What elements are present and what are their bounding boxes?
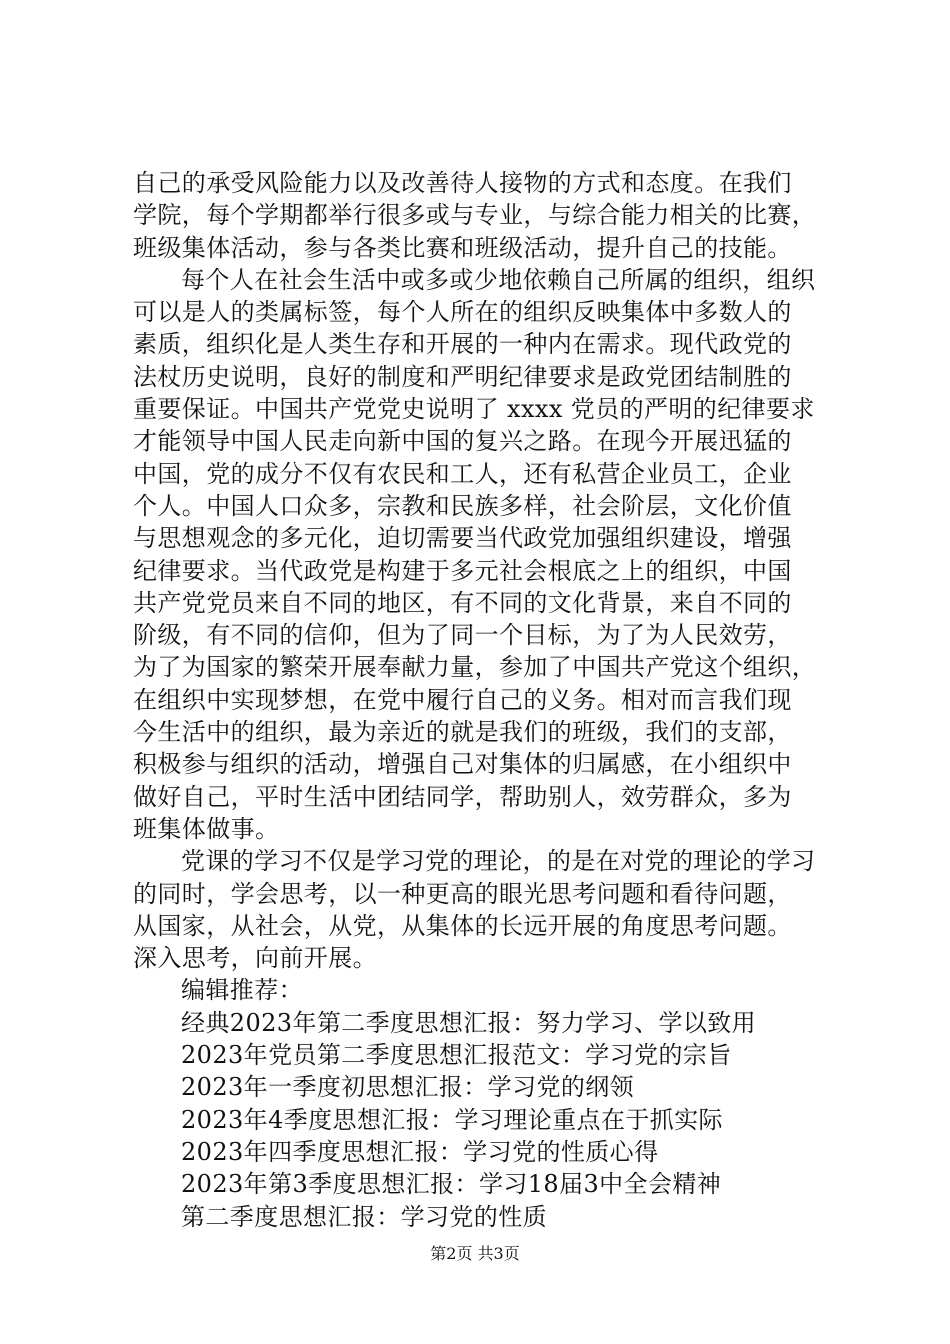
text-line: 今生活中的组织，最为亲近的就是我们的班级，我们的支部， (133, 718, 792, 747)
recommend-link[interactable]: 2023年一季度初思想汇报：学习党的纲领 (181, 1073, 635, 1102)
text-line: 自己的承受风险能力以及改善待人接物的方式和态度。在我们 (133, 169, 792, 197)
text-line: 从国家，从社会，从党，从集体的长远开展的角度思考问题。 (133, 911, 792, 940)
text-line: 纪律要求。当代政党是构建于多元社会根底之上的组织，中国 (133, 556, 792, 585)
text-line: 可以是人的类属标签，每个人所在的组织反映集体中多数人的 (133, 298, 792, 327)
document-body (133, 167, 833, 1233)
text-line: 学院，每个学期都举行很多或与专业，与综合能力相关的比赛， (133, 201, 817, 230)
text-line: 每个人在社会生活中或多或少地依赖自己所属的组织，组织 (181, 265, 816, 294)
text-line: 重要保证。中国共产党党史说明了 xxxx 党员的严明的纪律要求 (133, 395, 815, 424)
paragraph-2 (133, 264, 833, 845)
recommend-heading: 编辑推荐： (181, 976, 303, 1005)
recommend-section (133, 974, 833, 1232)
text-line: 班集体做事。 (133, 814, 280, 843)
text-line: 为了为国家的繁荣开展奉献力量，参加了中国共产党这个组织， (133, 653, 817, 682)
text-line: 个人。中国人口众多，宗教和民族多样，社会阶层，文化价值 (133, 491, 792, 520)
recommend-link[interactable]: 2023年四季度思想汇报：学习党的性质心得 (181, 1137, 659, 1166)
text-line: 班级集体活动，参与各类比赛和班级活动，提升自己的技能。 (133, 233, 792, 262)
paragraph-1 (133, 167, 833, 264)
text-line: 阶级，有不同的信仰，但为了同一个目标，为了为人民效劳， (133, 621, 792, 650)
recommend-link[interactable]: 经典2023年第二季度思想汇报：努力学习、学以致用 (181, 1008, 757, 1037)
text-line: 法杖历史说明，良好的制度和严明纪律要求是政党团结制胜的 (133, 362, 792, 391)
page-number-footer: 第2页 共3页 (430, 1244, 520, 1263)
recommend-link[interactable]: 2023年4季度思想汇报：学习理论重点在于抓实际 (181, 1105, 723, 1134)
text-line: 做好自己，平时生活中团结同学，帮助别人，效劳群众，多为 (133, 782, 792, 811)
text-line: 共产党党员来自不同的地区，有不同的文化背景，来自不同的 (133, 588, 792, 617)
text-line: 党课的学习不仅是学习党的理论，的是在对党的理论的学习 (181, 847, 816, 876)
text-line: 素质，组织化是人类生存和开展的一种内在需求。现代政党的 (133, 330, 792, 359)
paragraph-3 (133, 845, 833, 974)
text-line: 与思想观念的多元化，迫切需要当代政党加强组织建设，增强 (133, 524, 792, 553)
text-line: 中国，党的成分不仅有农民和工人，还有私营企业员工，企业 (133, 459, 792, 488)
text-line: 深入思考，向前开展。 (133, 944, 377, 973)
text-line: 的同时，学会思考，以一种更高的眼光思考问题和看待问题， (133, 879, 792, 908)
text-line: 在组织中实现梦想，在党中履行自己的义务。相对而言我们现 (133, 685, 792, 714)
recommend-link[interactable]: 第二季度思想汇报：学习党的性质 (181, 1202, 547, 1231)
recommend-link[interactable]: 2023年第3季度思想汇报：学习18届3中全会精神 (181, 1170, 722, 1199)
recommend-link[interactable]: 2023年党员第二季度思想汇报范文：学习党的宗旨 (181, 1041, 732, 1070)
text-line: 积极参与组织的活动，增强自己对集体的归属感，在小组织中 (133, 750, 792, 779)
text-line: 才能领导中国人民走向新中国的复兴之路。在现今开展迅猛的 (133, 427, 792, 456)
